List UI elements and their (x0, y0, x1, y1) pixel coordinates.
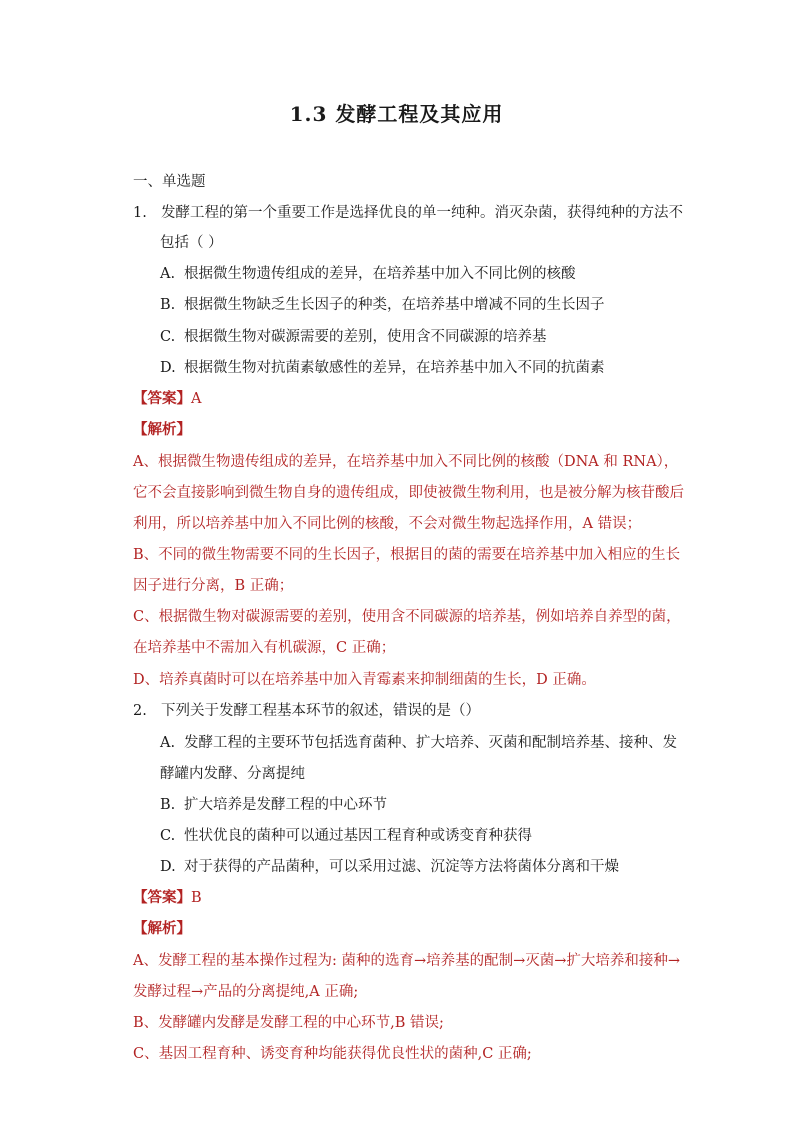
answer-value: A (191, 391, 202, 407)
analysis-line: B、不同的微生物需要不同的生长因子，根据目的菌的需要在培养基中加入相应的生长 (133, 547, 681, 563)
question-2-option-b (160, 795, 387, 815)
analysis-line: 在培养基中不需加入有机碳源，C 正确； (133, 640, 396, 656)
question-2-option-d (160, 857, 619, 877)
answer-value: B (191, 890, 202, 906)
analysis-line: 利用，所以培养基中加入不同比例的核酸，不会对微生物起选择作用，A 错误； (133, 516, 642, 532)
option-key: C. (160, 329, 176, 345)
option-text: 对于获得的产品菌种，可以采用过滤、沉淀等方法将菌体分离和干燥 (184, 859, 619, 875)
analysis-line: C、根据微生物对碳源需要的差别，使用含不同碳源的培养基，例如培养自养型的菌， (133, 609, 681, 625)
analysis-line: A、根据微生物遗传组成的差异，在培养基中加入不同比例的核酸（DNA 和 RNA）， (133, 454, 679, 470)
option-text: 扩大培养是发酵工程的中心环节 (184, 797, 387, 813)
question-1-number: 1. (133, 205, 147, 221)
option-text: 根据微生物缺乏生长因子的种类，在培养基中增减不同的生长因子 (184, 297, 605, 313)
option-text: 根据微生物遗传组成的差异，在培养基中加入不同比例的核酸 (184, 266, 576, 282)
question-1-option-d (160, 358, 605, 378)
question-1-stem-text: 发酵工程的第一个重要工作是选择优良的单一纯种。消灭杂菌，获得纯种的方法不 (161, 205, 683, 221)
option-key: B. (160, 297, 176, 313)
question-2-option-a (160, 733, 677, 753)
question-1-option-a (160, 264, 576, 284)
analysis-line: 发酵过程→产品的分离提纯,A 正确; (133, 984, 359, 1000)
question-2-stem-line-1 (133, 701, 480, 721)
question-1-answer (133, 389, 201, 409)
question-1-stem-line-2: 包括（ ） (160, 235, 223, 251)
question-1-analysis-label: 【解析】 (133, 421, 191, 438)
option-key: A. (160, 266, 176, 282)
answer-label: 【答案】 (133, 390, 191, 407)
option-key: C. (160, 828, 176, 844)
question-2-option-a-continued: 酵罐内发酵、分离提纯 (160, 766, 305, 782)
question-2-analysis-label: 【解析】 (133, 920, 191, 937)
option-text: 发酵工程的主要环节包括选育菌种、扩大培养、灭菌和配制培养基、接种、发 (184, 735, 677, 751)
option-key: A. (160, 735, 176, 751)
section-heading: 一、单选题 (133, 174, 206, 190)
question-1-option-c (160, 327, 547, 347)
analysis-line: 它不会直接影响到微生物自身的遗传组成，即使被微生物利用，也是被分解为核苷酸后 (133, 485, 684, 501)
analysis-line: B、发酵罐内发酵是发酵工程的中心环节,B 错误; (133, 1015, 444, 1031)
question-2-stem-text: 下列关于发酵工程基本环节的叙述，错误的是（） (161, 703, 480, 719)
analysis-line: D、培养真菌时可以在培养基中加入青霉素来抑制细菌的生长，D 正确。 (133, 672, 596, 688)
option-key: B. (160, 797, 176, 813)
analysis-line: 因子进行分离，B 正确； (133, 578, 294, 594)
option-key: D. (160, 360, 176, 376)
option-text: 根据微生物对抗菌素敏感性的差异，在培养基中加入不同的抗菌素 (184, 360, 605, 376)
question-1-stem-line-1 (133, 203, 683, 223)
answer-label: 【答案】 (133, 889, 191, 906)
page-title: 1.3 发酵工程及其应用 (289, 102, 504, 126)
option-key: D. (160, 859, 176, 875)
analysis-line: C、基因工程育种、诱变育种均能获得优良性状的菌种,C 正确; (133, 1046, 532, 1062)
option-text: 性状优良的菌种可以通过基因工程育种或诱变育种获得 (184, 828, 532, 844)
option-text: 根据微生物对碳源需要的差别，使用含不同碳源的培养基 (184, 329, 547, 345)
question-2-option-c (160, 826, 532, 846)
question-2-number: 2. (133, 703, 147, 719)
analysis-line: A、发酵工程的基本操作过程为: 菌种的选育→培养基的配制→灭菌→扩大培养和接种→ (133, 953, 681, 969)
question-2-answer (133, 888, 202, 908)
question-1-option-b (160, 295, 605, 315)
